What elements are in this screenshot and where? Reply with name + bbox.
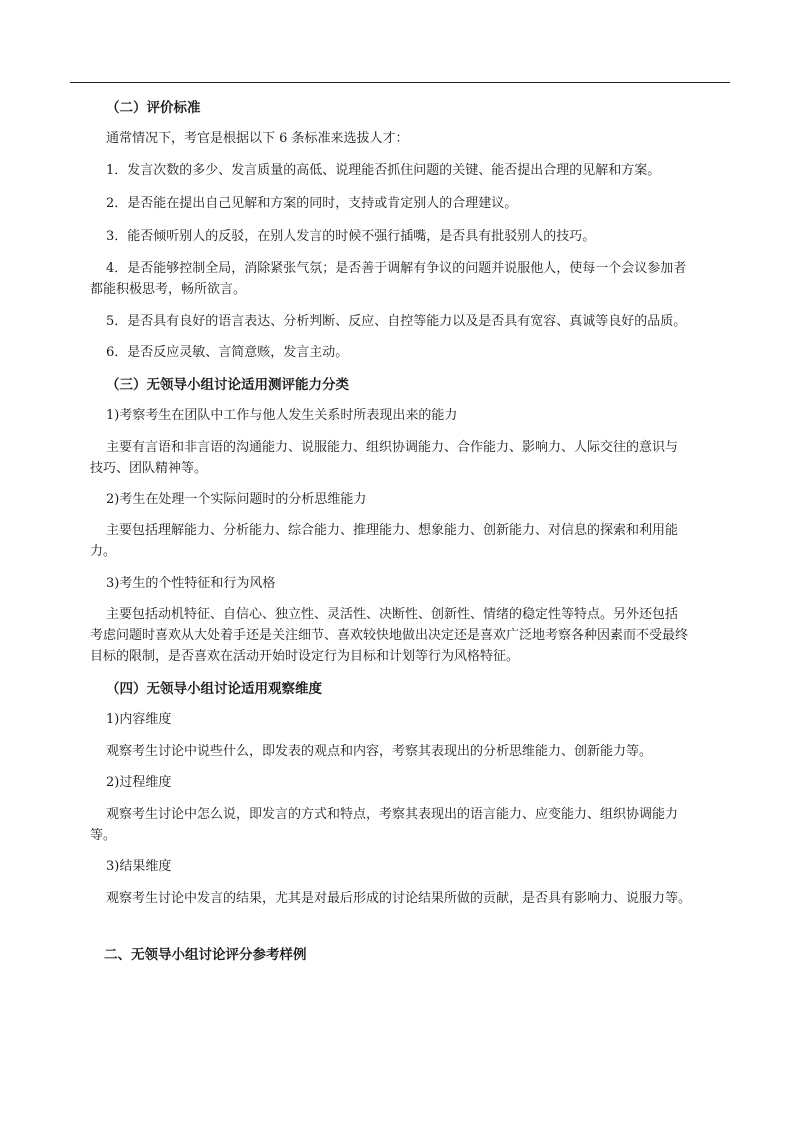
heading-observation-dimensions: （四）无领导小组讨论适用观察维度 [106, 681, 322, 697]
dimension-2-text-cont: 等。 [90, 828, 117, 843]
ability-1-text: 主要有言语和非言语的沟通能力、说服能力、组织协调能力、合作能力、影响力、人际交往的意识与 [106, 440, 679, 455]
dimension-2-title: 2)过程维度 [106, 775, 172, 790]
dimension-3-text: 观察考生讨论中发言的结果，尤其是对最后形成的讨论结果所做的贡献，是否具有影响力、说服力等。 [106, 891, 692, 906]
criteria-intro: 通常情况下，考官是根据以下 6 条标准来选拔人才： [106, 131, 409, 146]
criteria-item-4-cont: 都能积极思考，畅所欲言。 [90, 282, 247, 297]
dimension-2-text: 观察考生讨论中怎么说，即发言的方式和特点，考察其表现出的语言能力、应变能力、组织协调能力 [106, 807, 679, 822]
criteria-item-2: 2．是否能在提出自己见解和方案的同时，支持或肯定别人的合理建议。 [106, 196, 518, 211]
header-rule [70, 82, 730, 83]
dimension-3-title: 3)结果维度 [106, 859, 172, 874]
criteria-item-5: 5．是否具有良好的语言表达、分析判断、反应、自控等能力以及是否具有宽容、真诚等良好的品质。 [106, 314, 687, 329]
criteria-item-1: 1．发言次数的多少、发言质量的高低、说理能否抓住问题的关键、能否提出合理的见解和方案。 [106, 163, 661, 178]
ability-3-text-cont-2: 目标的限制，是否喜欢在活动开始时设定行为目标和计划等行为风格特征。 [90, 649, 520, 664]
heading-evaluation-criteria: （二）评价标准 [106, 100, 201, 116]
ability-3-title: 3)考生的个性特征和行为风格 [106, 576, 276, 591]
ability-2-title: 2)考生在处理一个实际问题时的分析思维能力 [106, 492, 367, 507]
ability-3-text: 主要包括动机特征、自信心、独立性、灵活性、决断性、创新性、情绪的稳定性等特点。另外还包括 [106, 607, 679, 622]
criteria-item-3: 3．能否倾听别人的反驳，在别人发言的时候不强行插嘴，是否具有批驳别人的技巧。 [106, 229, 596, 244]
criteria-item-4: 4．是否能够控制全局，消除紧张气氛；是否善于调解有争议的问题并说服他人，使每一个会议参加者 [106, 261, 687, 276]
dimension-1-text: 观察考生讨论中说些什么，即发表的观点和内容，考察其表现出的分析思维能力、创新能力等。 [106, 744, 653, 759]
heading-ability-categories: （三）无领导小组讨论适用测评能力分类 [106, 377, 349, 393]
dimension-1-title: 1)内容维度 [106, 712, 172, 727]
ability-1-title: 1)考察考生在团队中工作与他人发生关系时所表现出来的能力 [106, 408, 458, 423]
ability-2-text-cont: 力。 [90, 544, 117, 559]
ability-3-text-cont-1: 考虑问题时喜欢从大处着手还是关注细节、喜欢较快地做出决定还是喜欢广泛地考察各种因素而不受最终 [90, 628, 689, 643]
ability-1-text-cont: 技巧、团队精神等。 [90, 461, 208, 476]
criteria-item-6: 6．是否反应灵敏、言简意赅，发言主动。 [106, 345, 349, 360]
heading-scoring-sample: 二、无领导小组讨论评分参考样例 [104, 947, 307, 963]
ability-2-text: 主要包括理解能力、分析能力、综合能力、推理能力、想象能力、创新能力、对信息的探索和利用能 [106, 523, 679, 538]
